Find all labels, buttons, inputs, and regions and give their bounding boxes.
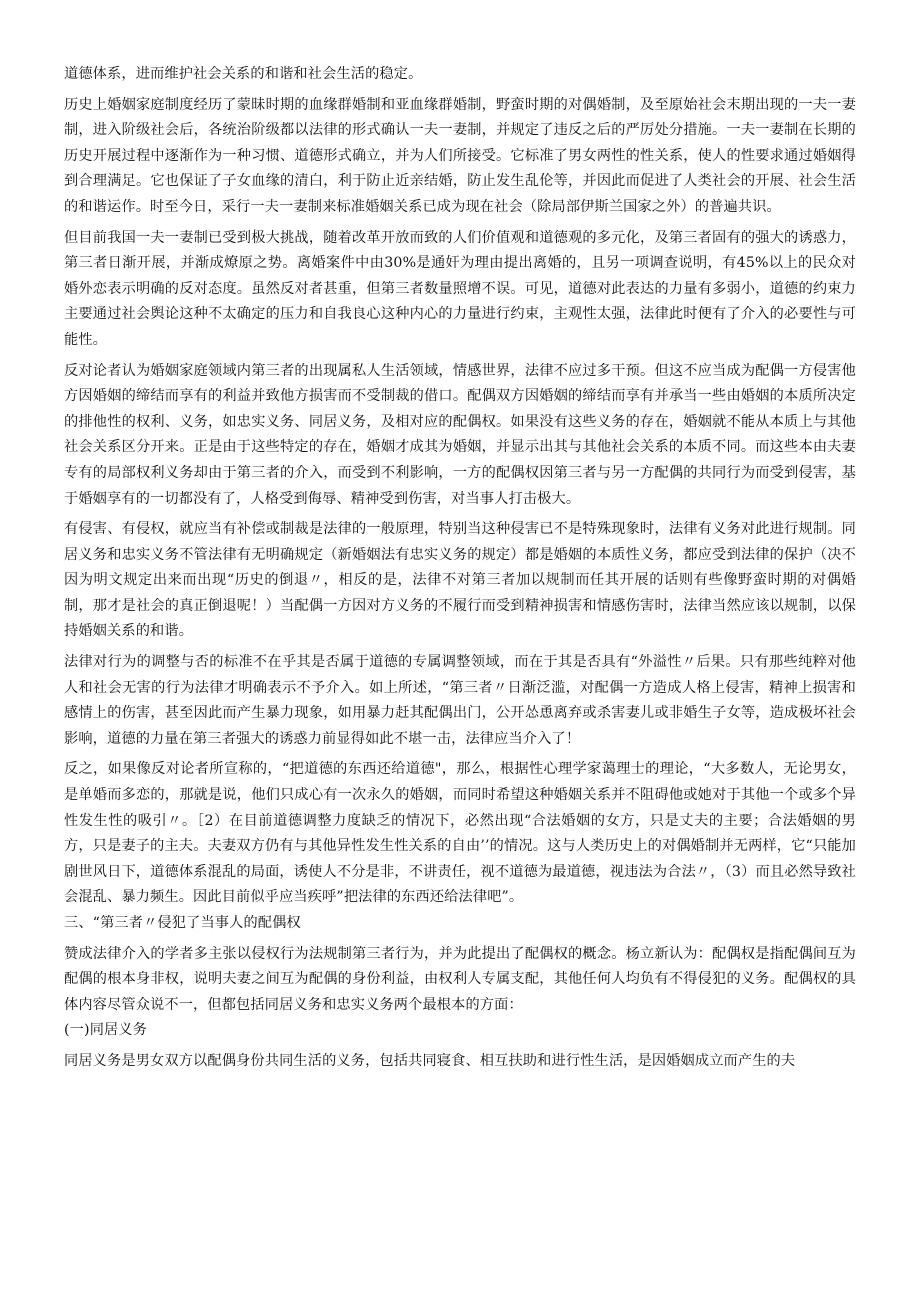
section-heading: 三、“第三者〃侵犯了当事人的配偶权 [64,915,301,931]
paragraph: 赞成法律介入的学者多主张以侵权行为法规制第三者行为，并为此提出了配偶权的概念。杨立新认为：配偶权是指配偶间互为配偶的根本身非权，说明夫妻之间互为配偶的身份利益，由权利人专属支配，其他任何人均负有不得侵犯的义务。配偶权的具体内容尽管众说不一，但都包括同居义务和忠实义务两个最根本的方面： [64,945,856,1013]
paragraph: 反对论者认为婚姻家庭领域内第三者的出现属私人生活领域，情感世界，法律不应过多干预。但这不应当成为配偶一方侵害他方因婚姻的缔结而享有的利益并致他方损害而不受制裁的借口。配偶双方因婚姻的缔结而享有并承当一些由婚姻的本质所决定的排他性的权利、义务，如忠实义务、同居义务，及相对应的配偶权。如果没有这些义务的存在，婚姻就不能从本质上与其他社会关系区分开来。正是由于这些特定的存在，婚姻才成其为婚姻，并显示出其与其他社会关系的本质不同。而这些本由夫妻专有的局部权利义务却由于第三者的介入，而受到不利影响，一方的配偶权因第三者与另一方配偶的共同行为而受到侵害，基于婚姻享有的一切都没有了，人格受到侮辱、精神受到伤害，对当事人打击极大。 [64,362,856,507]
paragraph: 同居义务是男女双方以配偶身份共同生活的义务，包括共同寝食、相互扶助和进行性生活，是因婚姻成立而产生的夫 [64,1052,796,1069]
paragraph: 反之，如果像反对论者所宣称的，“把道德的东西还给道德"，那么，根据性心理学家蔼理士的理论，“大多数人，无论男女，是单婚而多恋的，那就是说，他们只成心有一次永久的婚姻，而同时希望这种婚姻关系并不阻碍他或她对于其他一个或多个异性发生性的吸引〃。［2）在目前道德调整力度缺乏的情况下，必然出现“合法婚姻的女方，只是丈夫的主要；合法婚姻的男方，只是妻子的主夫。夫妻双方仍有与其他异性发生性关系的自由’’的情况。这与人类历史上的对偶婚制并无两样，它“只能加剧世风日下，道德体系混乱的局面，诱使人不分是非，不讲责任，视不道德为最道德，视违法为合法〃，（3）而且必然导致社会混乱、暴力频生。因此目前似乎应当疾呼”把法律的东西还给法律吧”。 [64,761,856,906]
paragraph: 有侵害、有侵权，就应当有补偿或制裁是法律的一般原理，特别当这种侵害已不是特殊现象时，法律有义务对此进行规制。同居义务和忠实义务不管法律有无明确规定（新婚姻法有忠实义务的规定）都是婚姻的本质性义务，都应受到法律的保护（决不因为明文规定出来而出现“历史的倒退〃，相反的是，法律不对第三者加以规制而任其开展的话则有些像野蛮时期的对偶婚制，那才是社会的真正倒退呢！）当配偶一方因对方义务的不履行而受到精神损害和情感伤害时，法律当然应该以规制，以保持婚姻关系的和谐。 [64,521,856,640]
document-page [64,62,856,1075]
paragraph: 但目前我国一夫一妻制已受到极大挑战，随着改革开放而致的人们价值观和道德观的多元化，及第三者固有的强大的诱惑力，第三者日渐开展，并渐成燎原之势。离婚案件中由30%是通奸为理由提出离婚的，且另一项调查说明，有45%以上的民众对婚外恋表示明确的反对态度。虽然反对者甚重，但第三者数量照增不误。可见，道德对此表达的力量有多弱小，道德的约束力主要通过社会舆论这种不太确定的压力和自我良心这种内心的力量进行约束，主观性太强，法律此时便有了介入的必要性与可能性。 [64,229,856,348]
paragraph: 法律对行为的调整与否的标准不在乎其是否属于道德的专属调整领域，而在于其是否具有“外溢性〃后果。只有那些纯粹对他人和社会无害的行为法律才明确表示不予介入。如上所述，“第三者〃日渐泛滥，对配偶一方造成人格上侵害，精神上损害和感情上的伤害，甚至因此而产生暴力现象，如用暴力赶其配偶出门，公开怂恿离弃或杀害妻儿或非婚生子女等，造成极坏社会影响，道德的力量在第三者强大的诱惑力前显得如此不堪一击，法律应当介入了！ [64,654,856,747]
paragraph: 道德体系，进而维护社会关系的和谐和社会生活的稳定。 [64,66,423,82]
subsection-heading: (一)同居义务 [64,1022,148,1039]
paragraph: 历史上婚姻家庭制度经历了蒙昧时期的血缘群婚制和亚血缘群婚制，野蛮时期的对偶婚制，及至原始社会末期出现的一夫一妻制，进入阶级社会后，各统治阶级都以法律的形式确认一夫一妻制，并规定了违反之后的严厉处分措施。一夫一妻制在长期的历史开展过程中逐渐作为一种习惯、道德形式确立，并为人们所接受。它标准了男女两性的性关系，使人的性要求通过婚姻得到合理满足。它也保证了子女血缘的清白，利于防止近亲结婚，防止发生乱伦等，并因此而促进了人类社会的开展、社会生活的和谐运作。时至今日，采行一夫一妻制来标准婚姻关系已成为现在社会（除局部伊斯兰国家之外）的普遍共识。 [64,96,856,215]
